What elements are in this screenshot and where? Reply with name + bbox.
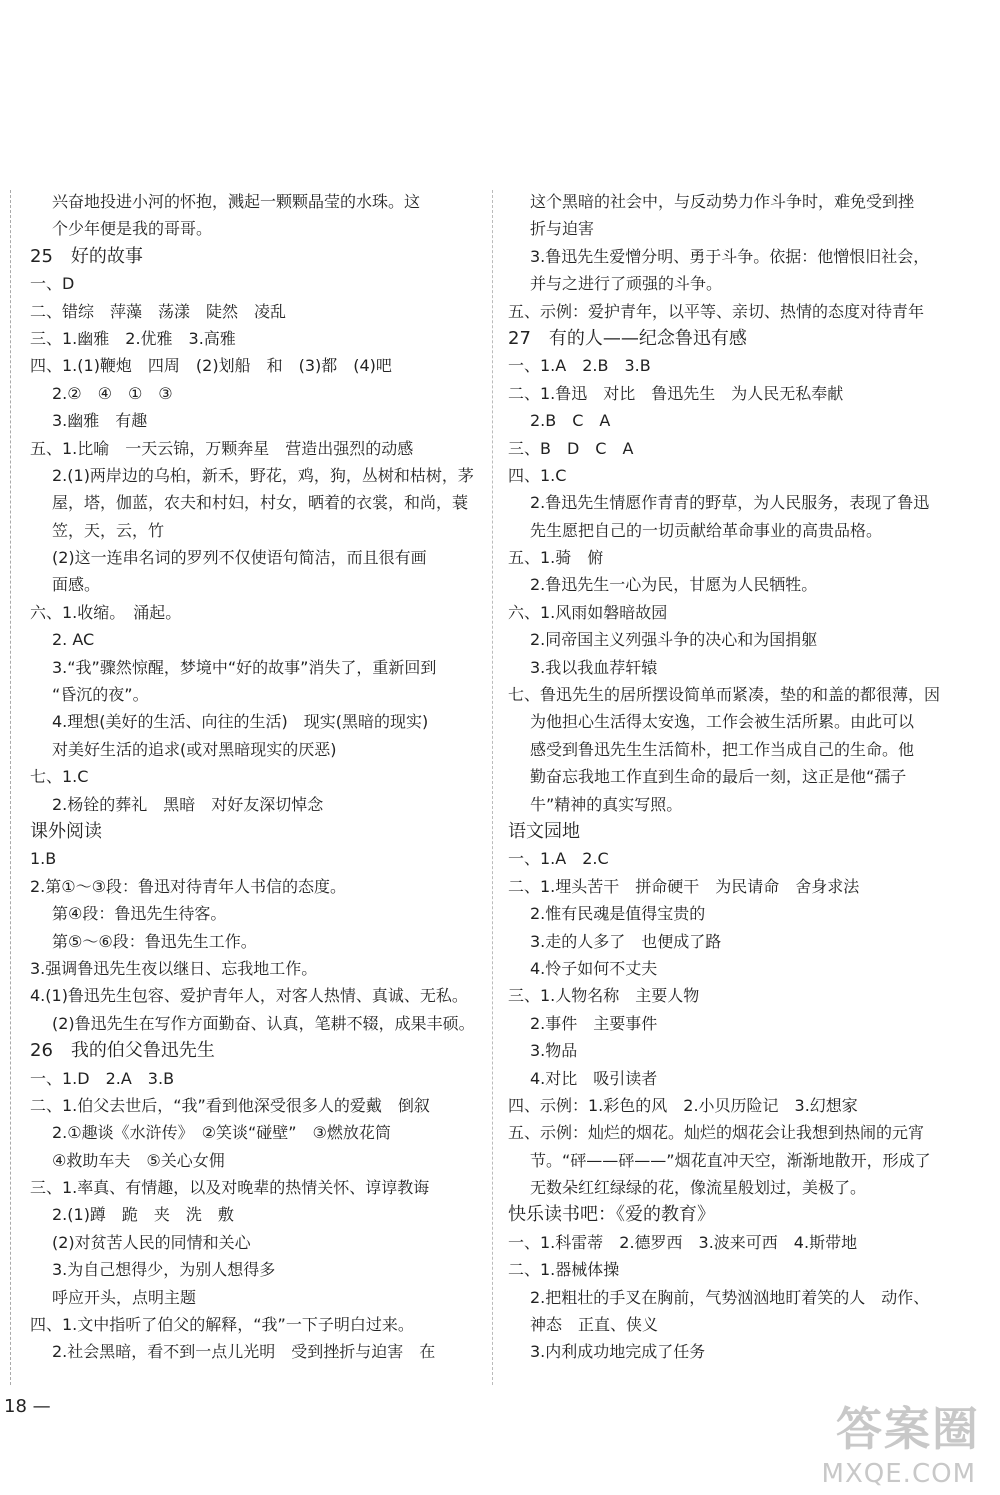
answer-line: 勤奋忘我地工作直到生命的最后一刻，这正是他“孺子 [530, 767, 907, 787]
answer-line: 七、鲁迅先生的居所摆设简单而紧凑，垫的和盖的都很薄，因 [508, 685, 941, 705]
answer-line: 4.(1)鲁迅先生包容、爱护青年人，对客人热情、真诚、无私。 [30, 986, 468, 1006]
answer-line: 二、1.鲁迅 对比 鲁迅先生 为人民无私奉献 [508, 383, 844, 403]
answer-line: 2.事件 主要事件 [530, 1013, 658, 1033]
answer-line: 折与迫害 [530, 219, 595, 239]
answer-line: 2.(1)两岸边的乌桕，新禾，野花，鸡，狗，丛树和枯树，茅 [52, 465, 474, 485]
answer-line: 2.①趣谈《水浒传》 ②笑谈“碰壁” ③燃放花筒 [52, 1123, 391, 1143]
answer-line: 2. AC [52, 630, 95, 650]
answer-line: 四、示例：1.彩色的风 2.小贝历险记 3.幻想家 [508, 1095, 858, 1115]
answer-line: 兴奋地投进小河的怀抱，溅起一颗颗晶莹的水珠。这 [52, 192, 421, 211]
answer-line: (2)这一连串名词的罗列不仅使语句简洁，而且很有画 [52, 548, 427, 568]
section-heading: 课外阅读 [30, 820, 102, 842]
answer-line: 3.我以我血荐轩辕 [530, 657, 658, 677]
answer-line: 二、错综 萍藻 荡漾 陡然 凌乱 [30, 301, 287, 321]
answer-line: 神态 正直、侠义 [530, 1315, 659, 1335]
answer-line: 个少年便是我的哥哥。 [52, 219, 213, 239]
answer-line: 对美好生活的追求(或对黑暗现实的厌恶) [52, 739, 337, 759]
answer-line: 4.理想(美好的生活、向往的生活) 现实(黑暗的现实) [52, 712, 429, 732]
answer-line: 三、1.人物名称 主要人物 [508, 986, 700, 1006]
answer-line: 并与之进行了顽强的斗争。 [530, 274, 723, 294]
answer-line: 2.杨铨的葬礼 黑暗 对好友深切悼念 [52, 794, 324, 814]
answer-line: 2.社会黑暗，看不到一点儿光明 受到挫折与迫害 在 [52, 1342, 436, 1362]
answer-line: 四、1.C [508, 465, 567, 485]
answer-line: 2.B C A [530, 411, 611, 431]
answer-line: 呼应开头，点明主题 [52, 1287, 197, 1307]
answer-line: 节。“砰——砰——”烟花直冲天空，渐渐地散开，形成了 [530, 1150, 931, 1170]
answer-line: 3.为自己想得少，为别人想得多 [52, 1260, 276, 1280]
answer-line: 一、1.D 2.A 3.B [30, 1068, 175, 1088]
answer-line: 笠，天，云，竹 [52, 520, 165, 540]
watermark-logo-text: 答案圈 [836, 1402, 980, 1456]
answer-line: 为他担心生活得太安逸，工作会被生活所累。由此可以 [530, 712, 915, 732]
answer-line: 这个黑暗的社会中，与反动势力作斗争时，难免受到挫 [530, 192, 915, 211]
answer-line: ④救助车夫 ⑤关心女佣 [52, 1150, 225, 1170]
section-heading: 快乐读书吧：《爱的教育》 [508, 1204, 715, 1226]
answer-line: 六、1.风雨如磐暗故园 [508, 602, 668, 622]
answer-line: 无数朵红红绿绿的花，像流星般划过，美极了。 [530, 1178, 867, 1198]
answer-line: 三、1.率真、有情趣，以及对晚辈的热情关怀、谆谆教诲 [30, 1178, 430, 1198]
answer-line: 一、1.A 2.B 3.B [508, 356, 651, 376]
section-heading: 25 好的故事 [30, 245, 143, 267]
answer-line: 2.把粗壮的手叉在胸前，气势汹汹地盯着笑的人 动作、 [530, 1287, 930, 1307]
answer-line: (2)鲁迅先生在写作方面勤奋、认真，笔耕不辍，成果丰硕。 [52, 1013, 475, 1033]
answer-line: 4.对比 吸引读者 [530, 1068, 658, 1088]
answer-line: 二、1.器械体操 [508, 1260, 620, 1280]
answer-line: 3.幽雅 有趣 [52, 411, 148, 431]
answer-line: 一、D [30, 274, 75, 294]
answer-line: 三、B D C A [508, 438, 634, 458]
answer-line: 四、1.文中指听了伯父的解释，“我”一下子明白过来。 [30, 1315, 414, 1335]
answer-line: 2.② ④ ① ③ [52, 383, 173, 403]
answer-line: 屋，塔，伽蓝，农夫和村妇，村女，晒着的衣裳，和尚，蓑 [52, 493, 469, 513]
answer-line: 四、1.(1)鞭炮 四周 (2)划船 和 (3)都 (4)吧 [30, 356, 392, 376]
watermark [790, 1393, 980, 1489]
answer-line: 2.同帝国主义列强斗争的决心和为国捐躯 [530, 630, 818, 650]
answer-line: 六、1.收缩。 涌起。 [30, 602, 182, 622]
answer-line: 3.“我”骤然惊醒，梦境中“好的故事”消失了，重新回到 [52, 657, 437, 677]
answer-line: 2.(1)蹲 跪 夹 洗 敷 [52, 1205, 234, 1225]
answer-line: 第⑤～⑥段：鲁迅先生工作。 [52, 931, 257, 951]
answer-line: 2.鲁迅先生情愿作青青的野草，为人民服务，表现了鲁迅 [530, 493, 930, 513]
column-divider [492, 190, 493, 1385]
answer-line: 五、1.骑 俯 [508, 548, 604, 568]
right-column [508, 188, 978, 1366]
answer-line: 五、1.比喻 一天云锦，万颗奔星 营造出强烈的动感 [30, 438, 414, 458]
answer-line: 牛”精神的真实写照。 [530, 794, 683, 814]
answer-line: 二、1.伯父去世后，“我”看到他深受很多人的爱戴 倒叙 [30, 1095, 430, 1115]
section-heading: 26 我的伯父鲁迅先生 [30, 1040, 215, 1062]
answer-line: 二、1.埋头苦干 拼命硬干 为民请命 舍身求法 [508, 876, 860, 896]
watermark-url: MXQE.COM [821, 1459, 976, 1489]
section-heading: 语文园地 [508, 820, 580, 842]
answer-line: 感受到鲁迅先生生活简朴，把工作当成自己的生命。他 [530, 739, 915, 759]
answer-line: 第④段：鲁迅先生待客。 [52, 904, 227, 924]
page-number: 18 — [4, 1396, 51, 1417]
answer-line: 一、1.科雷蒂 2.德罗西 3.波来可西 4.斯带地 [508, 1232, 858, 1252]
answer-line: 2.鲁迅先生一心为民，甘愿为人民牺牲。 [530, 575, 818, 595]
answer-line: 3.内利成功地完成了任务 [530, 1342, 706, 1362]
answer-line: 七、1.C [30, 767, 89, 787]
section-heading: 27 有的人——纪念鲁迅有感 [508, 327, 747, 349]
answer-line: 2.惟有民魂是值得宝贵的 [530, 904, 706, 924]
answer-line: 三、1.幽雅 2.优雅 3.高雅 [30, 328, 236, 348]
answer-line: 1.B [30, 849, 57, 869]
answer-line: “昏沉的夜”。 [52, 685, 149, 705]
answer-line: (2)对贫苦人民的同情和关心 [52, 1232, 251, 1252]
answer-line: 3.走的人多了 也便成了路 [530, 931, 722, 951]
answer-line: 一、1.A 2.C [508, 849, 609, 869]
answer-line: 3.鲁迅先生爱憎分明、勇于斗争。依据：他憎恨旧社会， [530, 246, 930, 266]
left-margin-rule [10, 190, 11, 1385]
answer-line: 4.怜子如何不丈夫 [530, 958, 658, 978]
answer-line: 面感。 [52, 575, 101, 595]
answer-line: 2.第①～③段：鲁迅对待青年人书信的态度。 [30, 876, 346, 896]
answer-line: 先生愿把自己的一切贡献给革命事业的高贵品格。 [530, 520, 883, 540]
answer-line: 3.物品 [530, 1041, 578, 1061]
answer-line: 五、示例：灿烂的烟花。灿烂的烟花会让我想到热闹的元宵 [508, 1123, 925, 1143]
answer-line: 五、示例：爱护青年，以平等、亲切、热情的态度对待青年 [508, 301, 925, 321]
left-column [30, 188, 490, 1366]
answer-line: 3.强调鲁迅先生夜以继日、忘我地工作。 [30, 958, 318, 978]
